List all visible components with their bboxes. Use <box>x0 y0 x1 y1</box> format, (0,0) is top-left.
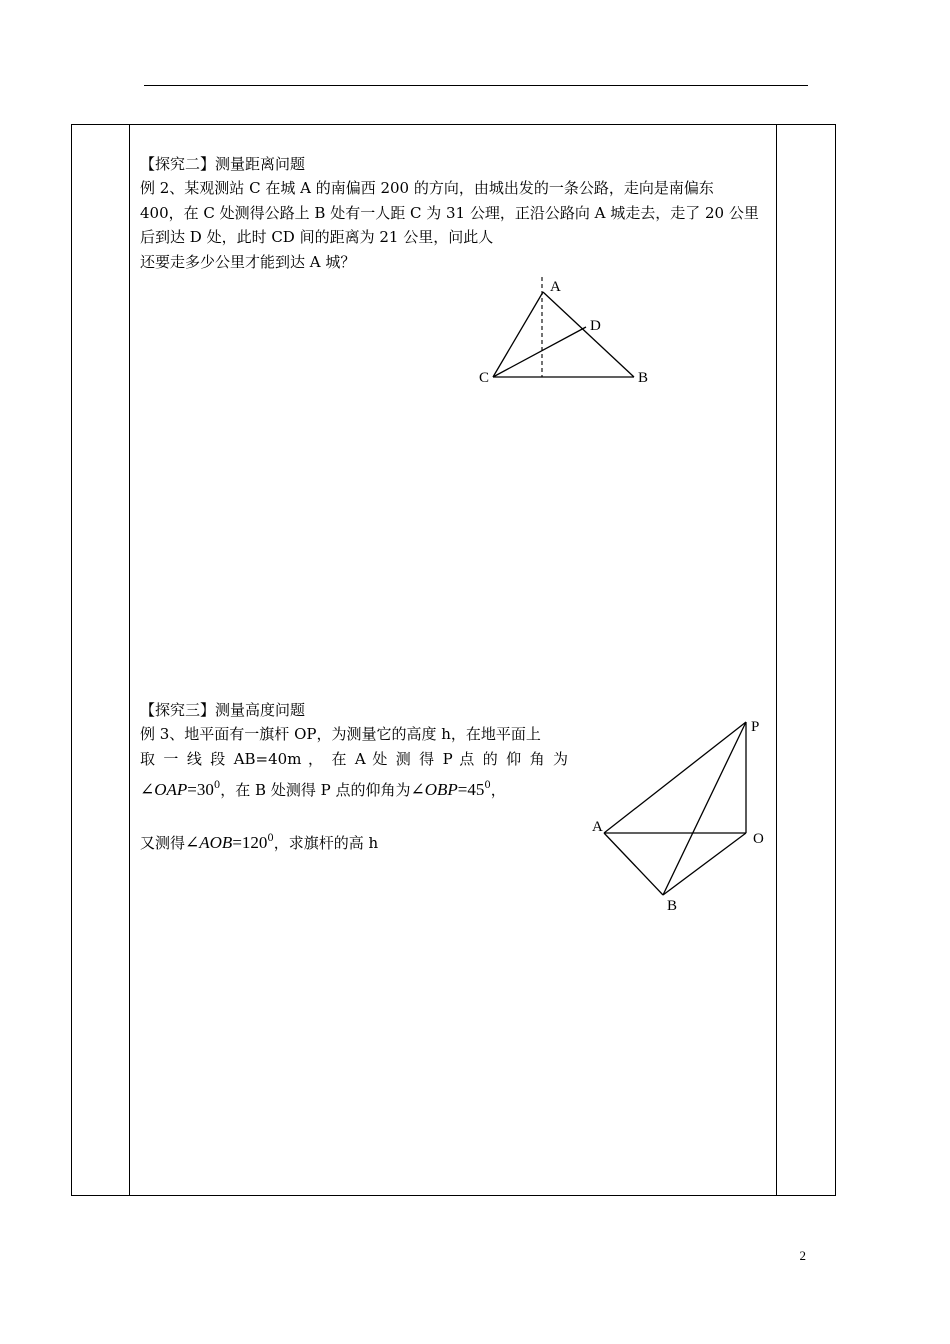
example3-line4-prefix: 又测得 <box>140 834 186 852</box>
label-point-a: A <box>592 819 603 835</box>
angle-oap-degree: 0 <box>213 780 221 791</box>
label-point-p: P <box>751 719 760 735</box>
label-point-b: B <box>638 370 649 386</box>
label-point-b: B <box>667 898 678 914</box>
example2-line-1: 例 2、某观测站 C 在城 A 的南偏西 200 的方向，由城出发的一条公路，走向是南偏东 <box>140 179 714 197</box>
segment-bo <box>663 833 746 895</box>
example3-line-1: 例 3、地平面有一旗杆 OP，为测量它的高度 h，在地平面上 <box>140 725 541 743</box>
example3-line-2: 取 一 线 段 AB=40m ， 在 A 处 测 得 P 点 的 仰 角 为 <box>140 750 568 768</box>
angle-oap-value: =30 <box>187 780 214 799</box>
angle-aob-value: =120 <box>232 833 268 852</box>
example3-mid-text: ，在 B 处测得 P 点的仰角为 <box>220 781 411 799</box>
section3-heading: 【探究三】测量高度问题 <box>140 701 306 719</box>
section2-heading: 【探究二】测量距离问题 <box>140 155 306 173</box>
angle-oap-symbol: ∠OAP <box>140 780 188 799</box>
angle-aob-degree: 0 <box>267 833 274 844</box>
label-point-c: C <box>479 370 490 386</box>
segment-bp <box>663 722 746 895</box>
segment-ab <box>604 833 663 895</box>
angle-obp-value: =45 <box>457 780 485 799</box>
label-point-o: O <box>753 831 764 847</box>
label-point-d: D <box>590 318 601 334</box>
angle-aob-symbol: ∠AOB <box>185 833 233 852</box>
page-number: 2 <box>799 1248 806 1263</box>
angle-obp-degree: 0 <box>484 780 491 791</box>
segment-ap <box>604 722 746 833</box>
example2-line-4: 还要走多少公里才能到达 A 城？ <box>140 253 356 271</box>
example3-comma: ， <box>490 781 506 799</box>
example2-line-3: 后到达 D 处，此时 CD 间的距离为 21 公里，问此人 <box>140 228 494 246</box>
example3-line4-suffix: ，求旗杆的高 h <box>273 834 379 852</box>
label-point-a: A <box>550 279 561 295</box>
angle-obp-symbol: ∠OBP <box>410 780 458 799</box>
example2-line-2: 400，在 C 处测得公路上 B 处有一人距 C 为 31 公理，正沿公路向 A 城走去，走了 20 公里 <box>140 204 759 222</box>
